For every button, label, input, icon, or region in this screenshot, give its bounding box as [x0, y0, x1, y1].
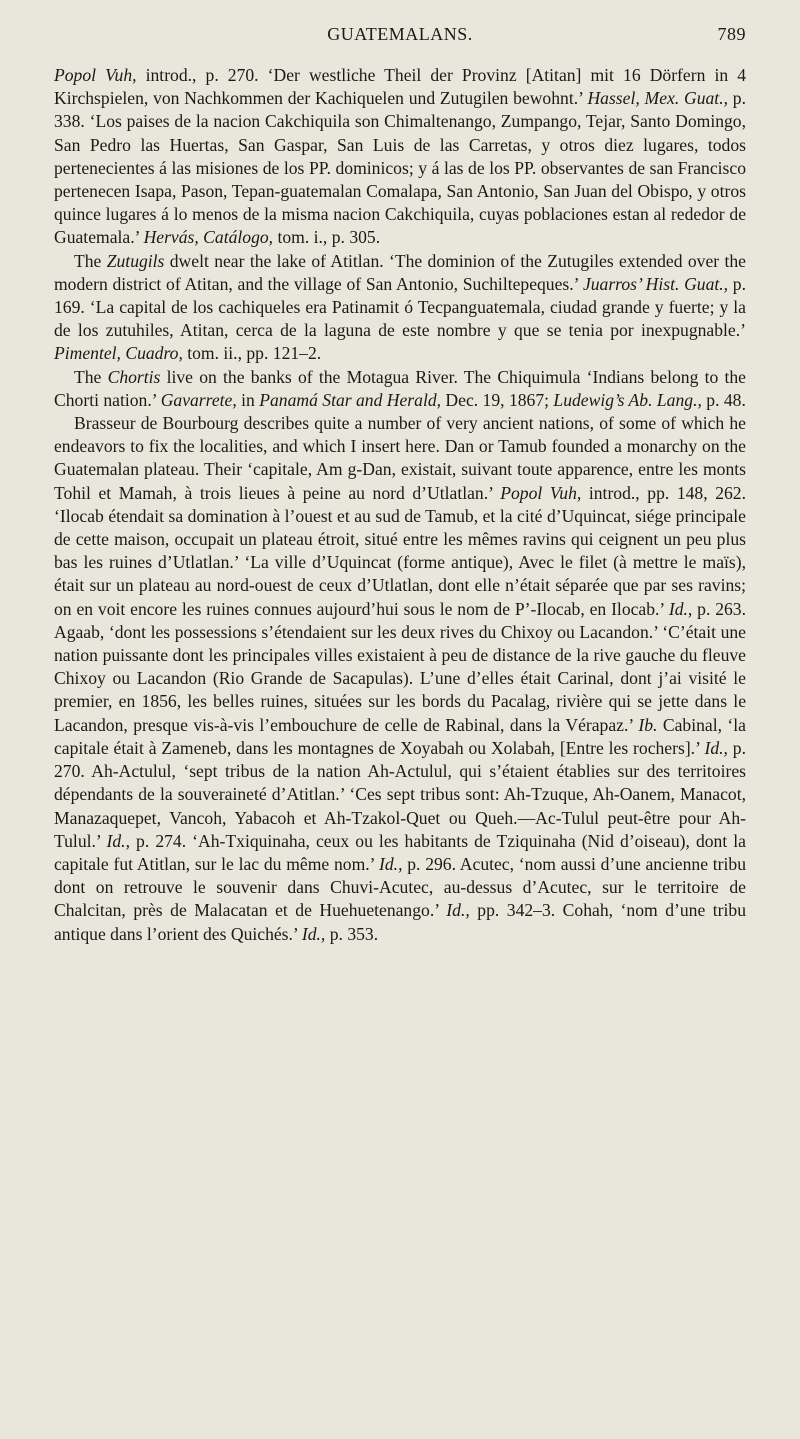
text-run: introd., p. 270. ‘Der westliche Theil der Provinz [Atitan] mit 16 Dörfern in 4 Kirchspielen, von Nachkommen der Kachiquelen und Zutugilen bewohnt.’	[54, 65, 747, 109]
text-run: tom. i., p. 305.	[273, 227, 381, 248]
text-run: introd., pp. 148, 262. ‘Ilocab étendait sa domination à l’ouest et au sud de Tamub, et la cité d’Uquincat, siége principale de cette maison, occupait un plateau étroit, situé entre les mêmes ravins qui ceignent un peu plus bas les ruines d’Utlatlan.’ ‘La ville d’Uquincat (forme antique), Avec le filet (à mettre le maïs), était sur un plateau au nord-ouest de ceux d’Utlatlan, dont elle n’était séparée que par ses ravins; on en voit encore les ruines connues aujourd’hui sous le nom de P’-Ilocab, en Ilocab.’	[54, 482, 746, 619]
text-run: p. 353.	[325, 923, 379, 944]
text-run: p. 274. ‘Ah-Txiquinaha, ceux ou les habitants de Tziquinaha (Nid d’oiseau), dont la capitale fut Atitlan, sur le lac du même nom.’	[54, 830, 746, 874]
paragraph	[54, 412, 746, 946]
page-header	[54, 24, 746, 54]
text-run: p. 48.	[701, 389, 746, 410]
text-run: Brasseur de Bourbourg describes quite a number of very ancient nations, of some of which he endeavors to fix the localities, and which I insert here. Dan or Tamub founded a monarchy on the Guatemalan plateau. Their ‘capitale, Am g-Dan, existait, suivant toute apparence, entre les monts Tohil et Mamah, à trois lieues à peine au nord d’Utlatlan.’	[54, 413, 746, 503]
text-run: in	[236, 389, 260, 410]
italic-citation: Id.,	[379, 853, 403, 874]
text-run: p. 296. Acutec, ‘nom aussi d’une ancienne tribu dont on retrouve le souvenir dans Chuvi-Acutec, au-dessus d’Acutec, sur le territoire de Chalcitan, près de Malacatan et de Huehuetenango.’	[54, 853, 747, 921]
italic-citation: Gavarrete,	[160, 389, 237, 410]
text-run: The	[74, 366, 108, 387]
italic-citation: Pimentel, Cuadro,	[54, 343, 183, 364]
italic-citation: Zutugils	[106, 250, 165, 271]
italic-citation: Hervás, Catálogo,	[143, 227, 274, 248]
italic-citation: Id.,	[668, 598, 693, 619]
italic-citation: Id.,	[704, 737, 728, 758]
italic-citation: Juarros’ Hist. Guat.,	[582, 273, 729, 294]
text-run: pp. 342–3. Cohah, ‘nom d’une tribu antique dans l’orient des Quichés.’	[54, 900, 746, 944]
page-number: 789	[717, 24, 746, 44]
paragraph	[54, 366, 746, 412]
text-run: live on the banks of the Motagua River. The Chiquimula ‘Indians belong to the Chorti nation.’	[54, 366, 746, 410]
text-run: p. 169. ‘La capital de los cachiqueles era Patinamit ó Tecpanguatemala, ciudad grande y fuerte; y la de los zutuhiles, Atitan, cerca de la laguna de este nombre y que se tenia por inexpugnable.’	[54, 273, 746, 341]
text-run: p. 270. Ah-Actulul, ‘sept tribus de la nation Ah-Actulul, qui s’étaient établies sur des territoires dépendants de la souveraineté d’Atitlan.’ ‘Ces sept tribus sont: Ah-Tzuque, Ah-Oanem, Manacot, Manazaquepet, Vancoh, Yabacoh et Ah-Tzakol-Quet ou Queh.—Ac-Tulul peut-être pour Ah-Tulul.’	[54, 737, 746, 851]
italic-citation: Popol Vuh,	[54, 65, 137, 85]
text-run: The	[74, 250, 107, 271]
text-run: Cabinal, ‘la capitale était à Zameneb, dans les montagnes de Xoyabah ou Xolabah, [Entre les rochers].’	[54, 714, 746, 758]
running-title: GUATEMALANS.	[327, 24, 473, 44]
italic-citation: Id.,	[301, 923, 326, 944]
italic-citation: Hassel, Mex. Guat.,	[587, 88, 728, 109]
italic-citation: Id.,	[446, 900, 470, 921]
italic-citation: Panamá Star and Herald,	[259, 389, 442, 410]
text-run: p. 263. Agaab, ‘dont les possessions s’étendaient sur les deux rives du Chixoy ou Lacandon.’ ‘C’était une nation puissante dont les principales villes existaient à peu de distance de la rive gauche du fleuve Chixoy ou Lacandon (Rio Grande de Sacapulas). L’une d’elles était Carinal, dont j’ai visité le premier, en 1856, les belles ruines, situées sur les bords du Pacalag, rivière qui se jette dans le Lacandon, presque vis-à-vis l’embouchure de celle de Rabinal, dans la Vérapaz.’	[54, 598, 746, 735]
paragraph	[54, 250, 746, 366]
text-run: p. 338. ‘Los paises de la nacion Cakchiquila son Chimaltenango, Zumpango, Tejar, Santo Domingo, San Pedro las Huertas, San Gaspar, San Luis de las Carretas, y otros diez lugares, todos pertenecientes á las misiones de los PP. dominicos; y á las de los PP. observantes de san Francisco pertenecen Isapa, Pason, Tepan-guatemalan Comalapa, San Antonio, San Juan del Obispo, y otros quince lugares á lo menos de la misma nacion Cakchiquila, cuyas poblaciones estan al rededor de Guatemala.’	[54, 88, 746, 248]
italic-citation: Chortis	[107, 366, 161, 387]
text-run: tom. ii., pp. 121–2.	[182, 343, 322, 364]
italic-citation: Ludewig’s Ab. Lang.,	[553, 389, 702, 410]
italic-citation: Popol Vuh,	[500, 482, 582, 503]
paragraph	[54, 64, 746, 250]
italic-citation: Ib.	[638, 714, 658, 735]
text-run: Dec. 19, 1867;	[441, 389, 554, 410]
body-text	[54, 64, 746, 946]
text-run: dwelt near the lake of Atitlan. ‘The dominion of the Zutugiles extended over the modern district of Atitan, and the village of San Antonio, Suchiltepeques.’	[54, 250, 746, 294]
italic-citation: Id.,	[106, 830, 130, 851]
